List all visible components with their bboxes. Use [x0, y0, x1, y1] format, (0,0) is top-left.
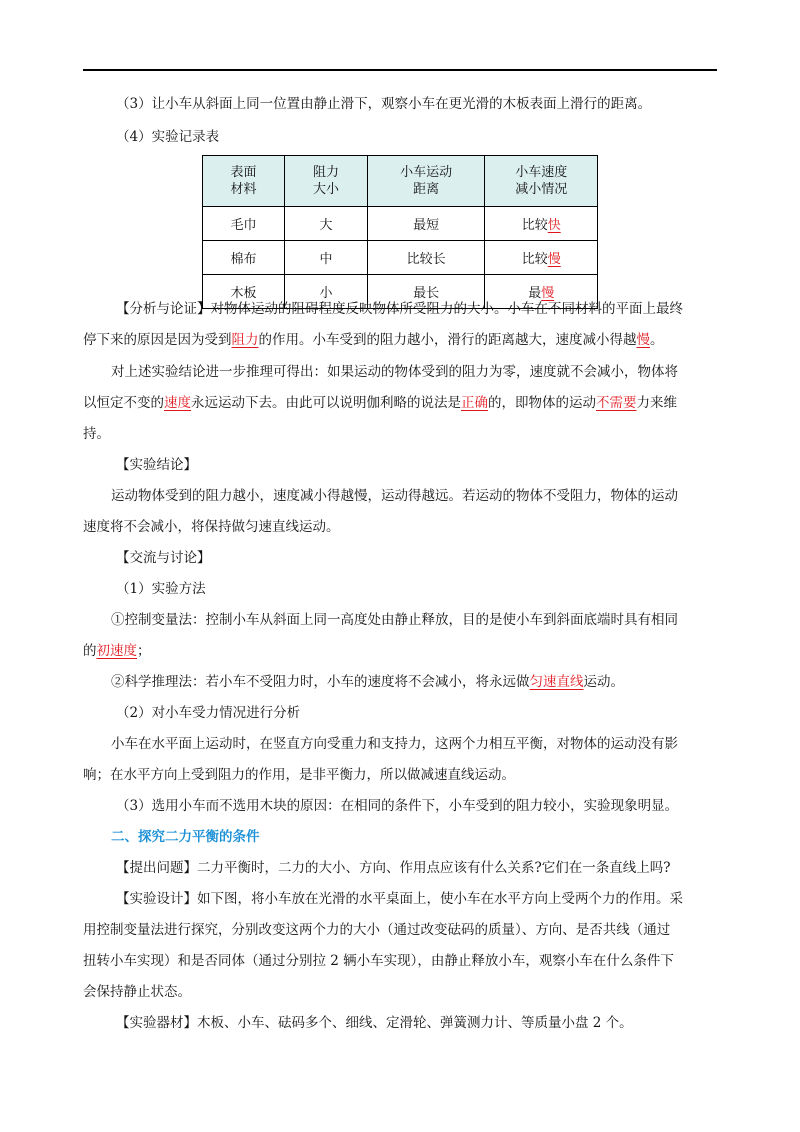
cell-speed: 最慢: [485, 275, 598, 309]
answer-text: 正确: [461, 395, 488, 411]
method-1-line-1: ①控制变量法：控制小车从斜面上同一高度处由静止释放，目的是使小车到斜面底端时具有相同: [111, 612, 678, 628]
design-line-2: 用控制变量法进行探究，分别改变这两个力的大小（通过改变砝码的质量）、方向、是否共线（通过: [83, 922, 671, 938]
step3-text: （3）让小车从斜面上同一位置由静止滑下，观察小车在更光滑的木板表面上滑行的距离。: [116, 96, 652, 112]
experiment-record-table: [202, 155, 598, 309]
section-2-heading: 二、探究二力平衡的条件: [111, 829, 260, 845]
conclusion-title: 【实验结论】: [116, 457, 197, 473]
cell-speed: 比较慢: [485, 241, 598, 275]
equipment-text: 【实验器材】木板、小车、砝码多个、细线、定滑轮、弹簧测力计、等质量小盘 2 个。: [116, 1015, 633, 1031]
force-line-1: 小车在水平面上运动时，在竖直方向受重力和支持力，这两个力相互平衡，对物体的运动没有影: [111, 736, 678, 752]
header-distance: 小车运动 距离: [367, 156, 484, 207]
method-1-line-2: 的初速度；: [83, 643, 151, 659]
cell-resistance: 小: [284, 275, 367, 309]
conclusion-line-1: 运动物体受到的阻力越小，速度减小得越慢，运动得越远。若运动的物体不受阻力，物体的运动: [111, 488, 678, 504]
table-row: [203, 207, 598, 241]
design-line-4: 会保持静止状态。: [83, 984, 191, 1000]
conclusion-line-2: 速度将不会减小，将保持做匀速直线运动。: [83, 519, 340, 535]
force-subheading: （2）对小车受力情况进行分析: [116, 705, 301, 721]
answer-text: 速度: [164, 395, 191, 411]
analysis-line-4: 以恒定不变的速度永远运动下去。由此可以说明伽利略的说法是正确的，即物体的运动不需要力来维: [83, 395, 677, 411]
header-speed-change: 小车速度 减小情况: [485, 156, 598, 207]
cell-distance: 最短: [367, 207, 484, 241]
method-2-text: ②科学推理法：若小车不受阻力时，小车的速度将不会减小，将永远做匀速直线运动。: [111, 674, 624, 690]
design-line-3: 扭转小车实现）和是否同体（通过分别拉 2 辆小车实现），由静止释放小车，观察小车在什么条件下: [83, 953, 674, 969]
cell-material: 毛巾: [203, 207, 285, 241]
cell-resistance: 大: [284, 207, 367, 241]
table-row: [203, 241, 598, 275]
analysis-line-1: 【分析与论证】对物体运动的阻碍程度反映物体所受阻力的大小。小车在不同材料的平面上最终: [116, 301, 683, 317]
question-text: 【提出问题】二力平衡时，二力的大小、方向、作用点应该有什么关系?它们在一条直线上吗?: [116, 860, 671, 876]
discussion-title: 【交流与讨论】: [116, 550, 211, 566]
answer-text: 不需要: [596, 395, 637, 411]
force-line-2: 响；在水平方向上受到阻力的作用，是非平衡力，所以做减速直线运动。: [83, 767, 515, 783]
method-subheading: （1）实验方法: [116, 581, 206, 597]
header-resistance: 阻力 大小: [284, 156, 367, 207]
table-header-row: [203, 156, 598, 207]
answer-text: 初速度: [96, 643, 137, 659]
answer-text: 匀速直线: [529, 674, 584, 690]
analysis-line-5: 持。: [83, 426, 110, 442]
step4-text: （4）实验记录表: [116, 129, 220, 145]
header-material: 表面 材料: [203, 156, 285, 207]
answer-text: 阻力: [231, 332, 259, 348]
answer-text: 快: [547, 218, 561, 233]
design-line-1: 【实验设计】如下图，将小车放在光滑的水平桌面上，使小车在水平方向上受两个力的作用。采: [116, 891, 683, 907]
cart-reason-text: （3）选用小车而不选用木块的原因：在相同的条件下，小车受到的阻力较小，实验现象明显。: [116, 798, 679, 814]
cell-distance: 最长: [367, 275, 484, 309]
answer-text: 慢: [636, 332, 650, 348]
cell-material: 木板: [203, 275, 285, 309]
cell-resistance: 中: [284, 241, 367, 275]
cell-distance: 比较长: [367, 241, 484, 275]
cell-speed: 比较快: [485, 207, 598, 241]
answer-text: 慢: [547, 252, 561, 267]
analysis-line-2: 停下来的原因是因为受到阻力的作用。小车受到的阻力越小，滑行的距离越大，速度减小得越慢。: [83, 332, 664, 348]
analysis-line-3: 对上述实验结论进一步推理可得出：如果运动的物体受到的阻力为零，速度就不会减小，物体将: [111, 364, 678, 380]
header-rule: [83, 69, 717, 71]
cell-material: 棉布: [203, 241, 285, 275]
answer-text: 慢: [541, 286, 555, 301]
